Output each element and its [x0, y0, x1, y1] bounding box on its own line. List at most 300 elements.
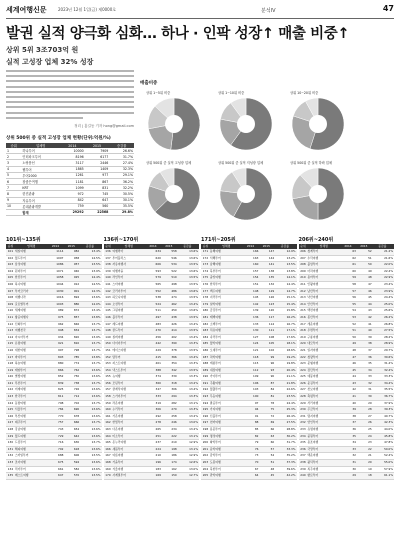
table-cell: 31.4% — [384, 361, 393, 366]
table-cell: 청계투어 — [307, 249, 319, 253]
table-cell: 135 — [268, 275, 275, 280]
table-cell: 스카이투어 — [112, 394, 126, 399]
table-cell: 940 — [73, 268, 80, 273]
table-cell: 47 — [368, 281, 372, 286]
summary-table-title: 상위 500위 중 실적 고성장 업체 현황(단위:억원/%) — [6, 136, 111, 141]
table-cell: 12.7% — [189, 473, 198, 478]
table-cell: 151 — [105, 347, 111, 352]
table-cell: 115 — [7, 341, 14, 346]
table-cell: 982 — [73, 249, 80, 253]
table-cell: 라인투어 — [112, 275, 124, 280]
table-cell: 196 — [155, 460, 161, 464]
table-cell: 738 — [73, 380, 80, 385]
summary-table-cell: 1181 — [60, 178, 85, 184]
table-row — [299, 427, 395, 434]
table-cell: 182 — [202, 321, 209, 326]
table-cell: 36 — [352, 427, 356, 432]
table-cell: 174 — [202, 268, 209, 273]
table-cell: 102 — [268, 347, 275, 352]
summary-table-cell: 831 — [85, 185, 110, 191]
table-cell: 41 — [352, 394, 356, 399]
table-cell: 136 — [253, 314, 259, 319]
table-cell: 클래식여행 — [112, 387, 126, 392]
summary-table-cell: 8 — [6, 191, 21, 197]
table-cell: 958 — [73, 255, 80, 260]
rankings-body — [201, 249, 297, 480]
table-cell: 14.5% — [91, 281, 101, 286]
table-cell: 642 — [73, 433, 80, 438]
table-cell: 79 — [254, 440, 259, 445]
table-cell: 사계절투어 — [112, 473, 126, 478]
table-cell: 202 — [202, 453, 209, 458]
table-cell: 108 — [268, 334, 275, 339]
table-cell: 69 — [270, 420, 275, 425]
table-cell: 세일여행 — [14, 249, 26, 253]
table-cell: 13.5% — [189, 367, 198, 372]
table-cell: 44 — [352, 374, 356, 379]
rankings-header-cell: 증감률 — [183, 244, 192, 248]
table-cell: 남해여행 — [209, 262, 221, 267]
pie-chart-title: 상위 1~5위 비중 — [146, 91, 171, 95]
table-cell: 무등여행 — [209, 394, 221, 399]
table-cell: 26.8% — [384, 321, 393, 326]
table-cell: 117 — [268, 314, 275, 319]
summary-table-cell: 7909 — [85, 148, 110, 154]
table-cell: 48 — [368, 275, 372, 280]
table-row — [299, 447, 395, 454]
table-cell: 497 — [155, 314, 161, 319]
table-cell: 한라투어 — [209, 281, 221, 286]
table-row — [299, 249, 395, 256]
table-cell: 22.6% — [286, 387, 296, 392]
table-cell: 18.6% — [286, 347, 296, 352]
table-row — [6, 348, 102, 355]
summary-table-cell: 977 — [85, 172, 110, 178]
table-cell: 온누리여행 — [112, 440, 126, 445]
table-cell: 치악여행 — [209, 354, 221, 359]
table-cell: 70 — [254, 460, 259, 464]
table-cell: 18 — [368, 473, 372, 478]
table-cell: 907 — [58, 347, 64, 352]
table-cell: 검단투어 — [307, 367, 319, 372]
table-cell: 360 — [155, 380, 161, 385]
table-row — [6, 361, 102, 368]
body-text-line — [6, 80, 134, 82]
table-row — [6, 460, 102, 467]
table-cell: 825 — [58, 387, 64, 392]
summary-table-cell: 22568 — [85, 209, 110, 215]
table-cell: 23.9% — [384, 288, 393, 293]
table-cell: 별빛여행 — [14, 374, 26, 379]
table-cell: 39 — [368, 334, 372, 339]
table-cell: 32 — [352, 453, 356, 458]
table-row — [201, 322, 297, 329]
table-cell: 163 — [105, 427, 111, 432]
table-cell: 78 — [270, 400, 275, 405]
table-row — [201, 282, 297, 289]
rankings-header-cell: 순위 — [105, 244, 111, 248]
table-cell: 579 — [155, 275, 161, 280]
newspaper-name: 세계여행신문 — [6, 6, 47, 14]
table-cell: 231 — [300, 413, 306, 418]
rankings-header-cell: 증감률 — [85, 244, 94, 248]
table-cell: 136 — [105, 249, 111, 253]
table-cell: 139 — [253, 308, 259, 313]
table-cell: 금강투어 — [209, 308, 221, 313]
table-cell: 50 — [352, 334, 356, 339]
table-cell: 174 — [171, 460, 177, 464]
table-cell: 130 — [7, 440, 14, 445]
body-text-line — [6, 70, 134, 72]
table-cell: 880 — [58, 361, 64, 366]
table-cell: 857 — [73, 314, 80, 319]
table-cell: 13.6% — [91, 295, 101, 300]
table-cell: 55 — [352, 301, 356, 306]
table-cell: 846 — [73, 321, 80, 326]
table-cell: 13.2% — [189, 413, 198, 418]
table-cell: 606 — [155, 262, 161, 267]
table-cell: 13.7% — [91, 420, 101, 425]
table-cell: 13.4% — [189, 321, 198, 326]
rankings-header-cell: 2014 — [246, 244, 255, 248]
table-cell: 162 — [105, 420, 111, 425]
table-cell: 143 — [105, 295, 111, 300]
table-cell: 203 — [202, 460, 209, 464]
table-cell: 106 — [7, 281, 14, 286]
table-cell: 45 — [352, 367, 356, 372]
table-cell: 37 — [368, 347, 372, 352]
table-cell: 대한여행 — [14, 347, 26, 352]
table-cell: 438 — [171, 314, 177, 319]
table-cell: 292 — [155, 413, 161, 418]
table-cell: 국망투어 — [307, 446, 319, 451]
table-cell: 171 — [202, 249, 209, 253]
table-cell: 224 — [155, 446, 161, 451]
table-cell: 102 — [7, 255, 14, 260]
table-cell: 388 — [155, 367, 161, 372]
table-cell: 175 — [202, 275, 209, 280]
table-cell: 675 — [58, 460, 64, 464]
table-cell: 17.6% — [286, 334, 296, 339]
pie-chart-title: 상위 500위 중 실적 하락 업체 — [290, 161, 332, 165]
table-cell: 124 — [253, 341, 259, 346]
table-cell: 199 — [202, 433, 209, 438]
table-cell: 31.7% — [286, 440, 296, 445]
table-cell: 연인투어 — [307, 420, 319, 425]
summary-table-cell: 647 — [85, 197, 110, 203]
table-cell: 13.4% — [189, 301, 198, 306]
table-cell: 169 — [155, 473, 161, 478]
table-cell: 217 — [300, 321, 306, 326]
table-cell: 134 — [7, 466, 14, 471]
table-cell: 146 — [105, 314, 111, 319]
table-cell: 13.6% — [91, 427, 101, 432]
table-row — [6, 381, 102, 388]
table-cell: 13.5% — [91, 262, 101, 267]
table-cell: 명지여행 — [307, 413, 319, 418]
summary-table-cell: 7 — [6, 185, 21, 191]
table-row — [299, 467, 395, 474]
table-row — [201, 407, 297, 414]
table-cell: 37.9% — [384, 400, 393, 405]
body-text-line — [6, 106, 134, 108]
table-row — [299, 374, 395, 381]
table-cell: 유럽여행 — [14, 341, 26, 346]
table-cell: 109 — [253, 374, 259, 379]
page-number: 47 — [382, 4, 394, 13]
table-row — [201, 335, 297, 342]
table-cell: 신불투어 — [209, 413, 221, 418]
table-cell: 60 — [270, 440, 275, 445]
table-cell: 13.5% — [189, 275, 198, 280]
table-cell: 남산투어 — [307, 288, 319, 293]
table-cell: 716 — [58, 440, 64, 445]
table-cell: 125 — [7, 407, 14, 412]
table-cell: 211 — [300, 281, 306, 286]
table-cell: 160 — [253, 262, 259, 267]
table-cell: 소백투어 — [209, 321, 221, 326]
table-cell: 한진투어 — [14, 275, 26, 280]
table-row — [6, 295, 102, 302]
table-cell: 일자여행 — [307, 347, 319, 352]
table-cell: 50.0% — [384, 446, 393, 451]
table-cell: 원더투어 — [14, 268, 26, 273]
table-cell: 25 — [368, 427, 372, 432]
table-cell: 278 — [155, 420, 161, 425]
pie-svg — [218, 96, 274, 152]
table-cell: 탑투어 — [112, 354, 121, 359]
table-row — [201, 328, 297, 335]
table-cell: 429 — [155, 347, 161, 352]
table-cell: 354 — [171, 361, 177, 366]
table-row — [6, 335, 102, 342]
table-cell: 51 — [270, 460, 275, 464]
table-cell: 852 — [58, 374, 64, 379]
rankings-header-cell: 2015 — [165, 244, 173, 248]
summary-table-total-row — [6, 209, 134, 215]
table-cell: 702 — [73, 400, 80, 405]
table-cell: 24.4% — [286, 400, 296, 405]
table-row — [201, 302, 297, 309]
summary-table-cell: 6 — [6, 178, 21, 184]
table-cell: 월출투어 — [209, 387, 221, 392]
table-cell: 238 — [300, 460, 306, 464]
table-cell: 81 — [270, 394, 275, 399]
table-cell: 570 — [73, 473, 80, 478]
table-row — [6, 420, 102, 427]
table-cell: 지리투어 — [209, 295, 221, 300]
table-row — [104, 308, 200, 315]
table-row — [201, 295, 297, 302]
table-cell: 210 — [171, 440, 177, 445]
table-cell: 태백여행 — [209, 314, 221, 319]
table-row — [6, 256, 102, 263]
table-row — [104, 414, 200, 421]
table-cell: 61.1% — [384, 473, 393, 478]
table-cell: 서리여행 — [307, 400, 319, 405]
table-cell: 미래여행 — [14, 387, 26, 392]
table-cell: 14.4% — [91, 275, 101, 280]
table-cell: 87 — [270, 380, 275, 385]
table-cell: 63 — [352, 249, 356, 253]
table-cell: 13.5% — [189, 328, 198, 333]
table-cell: 912 — [73, 281, 80, 286]
table-cell: 28.8% — [286, 427, 296, 432]
table-cell: 47.8% — [384, 440, 393, 445]
table-cell: 13.6% — [91, 466, 101, 471]
table-cell: 118 — [253, 354, 259, 359]
table-cell: 91 — [254, 413, 259, 418]
byline: 정리 | 홍길동 기자 hong@gmail.com — [74, 124, 134, 128]
table-cell: 233 — [300, 427, 306, 432]
summary-table-cell: 한진관광 — [21, 191, 60, 197]
table-cell: 123 — [268, 301, 275, 306]
summary-table-cell: 1865 — [60, 166, 85, 172]
table-cell: 13.6% — [189, 308, 198, 313]
table-cell: 53 — [352, 314, 356, 319]
growth-summary-table — [6, 135, 134, 216]
table-row — [6, 328, 102, 335]
body-text-line — [6, 96, 134, 98]
table-cell: 224 — [300, 367, 306, 372]
table-row — [299, 289, 395, 296]
summary-table-cell: 972 — [60, 191, 85, 197]
table-cell: 750 — [73, 374, 80, 379]
rankings-section-titles — [6, 236, 394, 244]
table-row — [299, 453, 395, 460]
table-cell: 여행마을 — [112, 268, 124, 273]
table-cell: 164 — [105, 433, 111, 438]
table-cell: 319 — [155, 400, 161, 405]
table-cell: 618 — [73, 446, 80, 451]
table-cell: 13.5% — [189, 295, 198, 300]
table-cell: 감악투어 — [209, 453, 221, 458]
summary-table-cell: 인터파크투어 — [21, 154, 60, 160]
table-cell: 137 — [105, 255, 111, 260]
table-cell: 154 — [253, 275, 259, 280]
table-row — [104, 355, 200, 362]
table-row — [104, 394, 200, 401]
summary-table-cell: 참좋은여행 — [21, 178, 60, 184]
table-cell: 129 — [268, 288, 275, 293]
table-cell: 127 — [253, 334, 259, 339]
pie-svg — [290, 166, 346, 222]
table-row — [6, 249, 102, 256]
summary-table-cell — [6, 209, 21, 215]
table-cell: 태양투어 — [14, 367, 26, 372]
table-cell: 26.2% — [384, 314, 393, 319]
table-row — [201, 289, 297, 296]
table-cell: 147 — [268, 249, 275, 253]
table-cell: 511 — [155, 308, 161, 313]
table-cell: 14.5% — [91, 255, 101, 260]
summary-table-header: 2015 — [85, 143, 110, 148]
table-cell: 820 — [73, 334, 80, 339]
table-row — [6, 440, 102, 447]
table-cell: 우면투어 — [307, 328, 319, 333]
table-cell: 명성여행 — [209, 433, 221, 438]
table-cell: 천마여행 — [209, 420, 221, 425]
summary-table-cell: 1 — [6, 148, 21, 154]
rankings-body — [104, 249, 200, 480]
table-cell: 유명여행 — [307, 427, 319, 432]
table-row — [299, 295, 395, 302]
table-cell: 186 — [202, 347, 209, 352]
summary-table-header: 증감률 — [109, 143, 134, 148]
table-cell: 147 — [105, 321, 111, 326]
table-row — [201, 308, 297, 315]
table-cell: 61 — [352, 262, 356, 267]
table-cell: 21.2% — [384, 249, 393, 253]
table-cell: 62 — [352, 255, 356, 260]
table-cell: 205 — [202, 473, 209, 478]
rankings-header-cell: 증감률 — [280, 244, 289, 248]
table-cell: 38 — [352, 413, 356, 418]
table-row — [104, 262, 200, 269]
table-cell: 16.2% — [286, 314, 296, 319]
table-cell: 드림투어 — [14, 440, 26, 445]
summary-table-cell: 842 — [60, 197, 85, 203]
table-cell: 13.3% — [189, 394, 198, 399]
table-cell: 239 — [300, 466, 306, 471]
table-cell: 118 — [7, 361, 14, 366]
table-cell: 66 — [270, 427, 275, 432]
table-row — [299, 420, 395, 427]
table-cell: 538 — [155, 295, 161, 300]
table-cell: 13.8% — [91, 354, 101, 359]
table-cell: 193 — [202, 394, 209, 399]
table-cell: 402 — [171, 334, 177, 339]
table-cell: 13.3% — [189, 407, 198, 412]
table-cell: 144 — [105, 301, 111, 306]
table-cell: 160 — [105, 407, 111, 412]
rankings-header-cell: 순위 — [300, 244, 306, 248]
table-cell: 16.7% — [286, 321, 296, 326]
table-row — [201, 315, 297, 322]
table-cell: 218 — [300, 328, 306, 333]
table-cell: 1003 — [56, 301, 64, 306]
table-cell: 33 — [368, 374, 372, 379]
charts-section-title: 매출비중 — [140, 81, 158, 86]
table-cell: 27.5% — [286, 420, 296, 425]
table-cell: 30.2% — [286, 433, 296, 438]
table-cell: 31 — [368, 387, 372, 392]
table-cell: 대모투어 — [307, 341, 319, 346]
table-row — [201, 249, 297, 256]
table-cell: 251 — [155, 433, 161, 438]
table-cell: 158 — [105, 394, 111, 399]
table-cell: 120 — [268, 308, 275, 313]
table-cell: 197 — [202, 420, 209, 425]
table-cell: 122 — [7, 387, 14, 392]
rankings-grid — [6, 244, 394, 480]
summary-table-cell: 9 — [6, 197, 21, 203]
summary-table-cell: 합계 — [21, 209, 60, 215]
table-row — [299, 414, 395, 421]
table-cell: 901 — [73, 288, 80, 293]
table-cell: 13.6% — [91, 394, 101, 399]
table-cell: 30.6% — [384, 354, 393, 359]
table-cell: 12.9% — [189, 453, 198, 458]
table-cell: 442 — [155, 341, 161, 346]
table-cell: 13.4% — [189, 387, 198, 392]
table-cell: 천보여행 — [307, 387, 319, 392]
table-cell: 덕유여행 — [209, 328, 221, 333]
table-cell: 조이여행 — [14, 460, 26, 464]
table-cell: 139 — [105, 268, 111, 273]
table-cell: 실버여행 — [112, 334, 124, 339]
table-row — [201, 368, 297, 375]
